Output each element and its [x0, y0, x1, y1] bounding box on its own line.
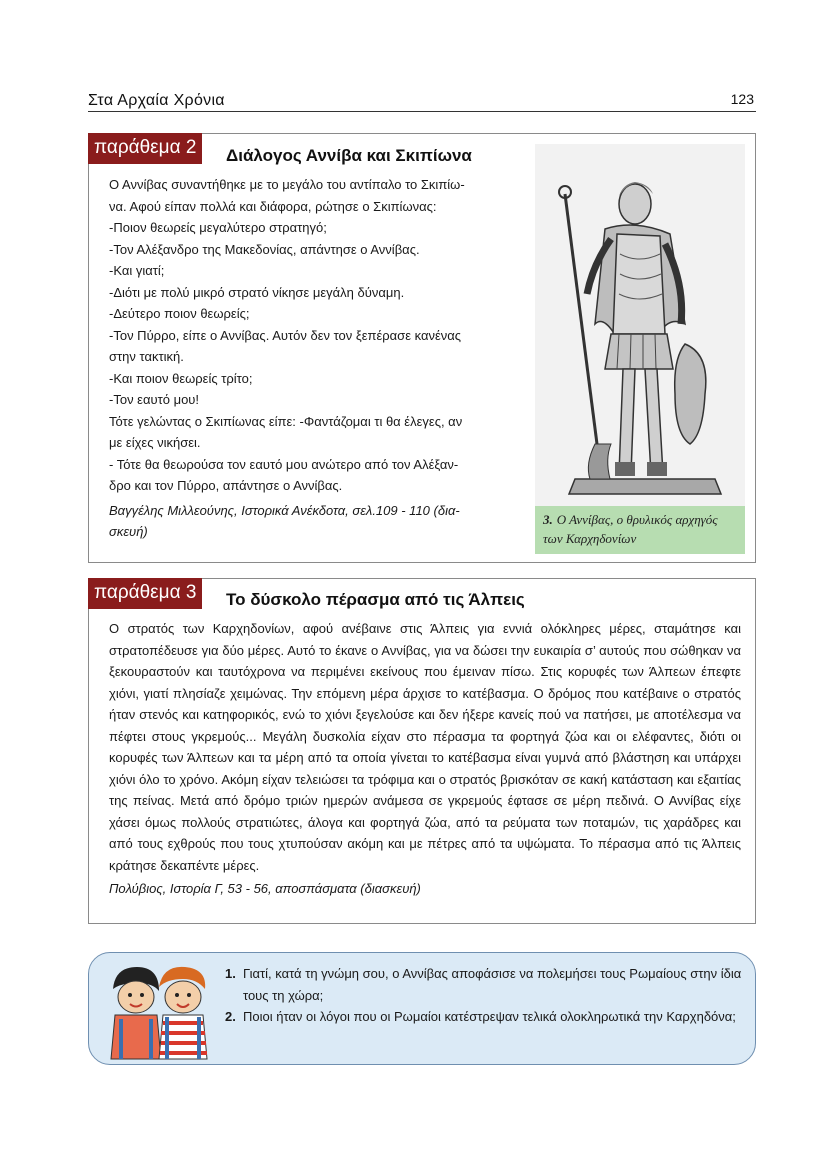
- text-line: στην τακτική.: [109, 349, 184, 364]
- excerpt-title: Διάλογος Αννίβα και Σκιπίωνα: [226, 146, 472, 165]
- text-line: Ο Αννίβας συναντήθηκε με το μεγάλο του αντίπαλο το Σκιπίω-: [109, 177, 465, 192]
- text-line: -Και ποιον θεωρείς τρίτο;: [109, 370, 253, 386]
- question-text: Γιατί, κατά τη γνώμη σου, ο Αννίβας αποφάσισε να πολεμήσει τους Ρωμαίους στην ίδια τους τη χώρα;: [243, 966, 742, 1003]
- text-line: με είχες νικήσει.: [109, 435, 201, 450]
- question-number: 1.: [225, 966, 236, 981]
- statue-figure: [535, 144, 745, 506]
- excerpt-text: [109, 174, 519, 543]
- source-line: σκευή): [109, 524, 148, 539]
- question-text: Ποιοι ήταν οι λόγοι που οι Ρωμαίοι κατέστρεψαν τελικά ολοκληρωτικά την Καρχηδόνα;: [243, 1009, 736, 1024]
- text-line: Τότε γελώντας ο Σκιπίωνας είπε: -Φαντάζομαι τι θα έλεγες, αν: [109, 413, 463, 429]
- text-line: -Διότι με πολύ μικρό στρατό νίκησε μεγάλη δύναμη.: [109, 284, 405, 300]
- text-line: δρο και τον Πύρρο, απάντησε ο Αννίβας.: [109, 478, 343, 493]
- running-header: [88, 90, 756, 112]
- excerpt-text: [109, 618, 741, 900]
- children-illustration: [101, 959, 213, 1063]
- running-title: Στα Αρχαία Χρόνια: [88, 92, 225, 109]
- question-item: [225, 1006, 745, 1028]
- text-line: -Δεύτερο ποιον θεωρείς;: [109, 306, 250, 321]
- caption-number: 3.: [543, 512, 553, 527]
- text-line: -Τον εαυτό μου!: [109, 392, 200, 407]
- excerpt-tag: παράθεμα 2: [88, 133, 202, 164]
- text-line: να. Αφού είπαν πολλά και διάφορα, ρώτησε ο Σκιπίωνας:: [109, 198, 437, 214]
- excerpt-box-3: [88, 578, 756, 924]
- statue-icon: [535, 144, 745, 506]
- questions-box: [88, 952, 756, 1065]
- children-icon: [101, 959, 213, 1063]
- excerpt-title: Το δύσκολο πέρασμα από τις Άλπεις: [226, 590, 525, 609]
- questions-list: [225, 963, 745, 1028]
- text-line: -Τον Αλέξανδρο της Μακεδονίας, απάντησε ο Αννίβας.: [109, 241, 420, 257]
- question-number: 2.: [225, 1009, 236, 1024]
- text-line: -Ποιον θεωρείς μεγαλύτερο στρατηγό;: [109, 220, 327, 235]
- question-item: [225, 963, 745, 1006]
- excerpt-box-2: [88, 133, 756, 563]
- text-line: -Και γιατί;: [109, 263, 165, 278]
- page-number: 123: [730, 91, 754, 107]
- source-line: Πολύβιος, Ιστορία Γ, 53 - 56, αποσπάσματα (διασκευή): [109, 881, 421, 896]
- text-line: - Τότε θα θεωρούσα τον εαυτό μου ανώτερο από τον Αλέξαν-: [109, 456, 459, 472]
- source-line: Βαγγέλης Μιλλεούνης, Ιστορικά Ανέκδοτα, σελ.109 - 110 (δια-: [109, 502, 460, 518]
- text-line: -Τον Πύρρο, είπε ο Αννίβας. Αυτόν δεν τον ξεπέρασε κανένας: [109, 327, 462, 343]
- excerpt-tag: παράθεμα 3: [88, 578, 202, 609]
- figure-caption: [535, 506, 745, 554]
- caption-text: Ο Αννίβας, ο θρυλικός αρχηγός των Καρχηδονίων: [543, 512, 718, 546]
- paragraph: Ο στρατός των Καρχηδονίων, αφού ανέβαινε στις Άλπεις για εννιά ολόκληρες μέρες, σταμάτησε και στρατοπέδευσε για δύο μέρες. Αυτό το έκανε ο Αννίβας, για να δώσει την ευκαιρία σ’ αυτούς που σώθηκαν να ξεκουραστούν και ταυτόχρονα να περιμένει εκείνους που έμειναν πίσω. Στις κορυφές των Άλπεων έπεφτε χιόνι, γιατί πλησίαζε χειμώνας. Την επόμενη μέρα άρχισε το κατέβασμα. Ο δρόμος που κατέβαινε ο στρατός ήταν στενός και κατηφορικός, ενώ το χιόνι ξεγελούσε και δεν ήξερε κανείς πού να πατήσει, με αποτέλεσμα να πέφτει στους γκρεμούς... Μεγάλη δυσκολία είχαν στο πέρασμα τα φορτηγά ζώα και οι ελέφαντες, διότι οι κορυφές των Άλπεων και τα μέρη από τα οποία γίνεται το κατέβασμα είναι γυμνά από βλάστηση και υπάρχει χιόνι όλο το χρόνο. Ακόμη είχαν τελειώσει τα τρόφιμα και ο στρατός βρισκόταν σε κακή κατάσταση και εξαιτίας της πείνας. Μετά από δρόμο τριών ημερών ανάμεσα σε γκρεμούς έφτασε σε μέρη πεδινά. Ο Αννίβας είχε χάσει όμως πολλούς στρατιώτες, άλογα και φορτηγά ζώα, από τα ρεύματα των ποταμών, τις χαράδρες και από τους εχθρούς που τους χτυπούσαν ακόμη και με πέτρες από τα υψώματα. Το πέρασμα από τις Άλπεις κράτησε δεκαπέντε μέρες.: [109, 621, 741, 873]
